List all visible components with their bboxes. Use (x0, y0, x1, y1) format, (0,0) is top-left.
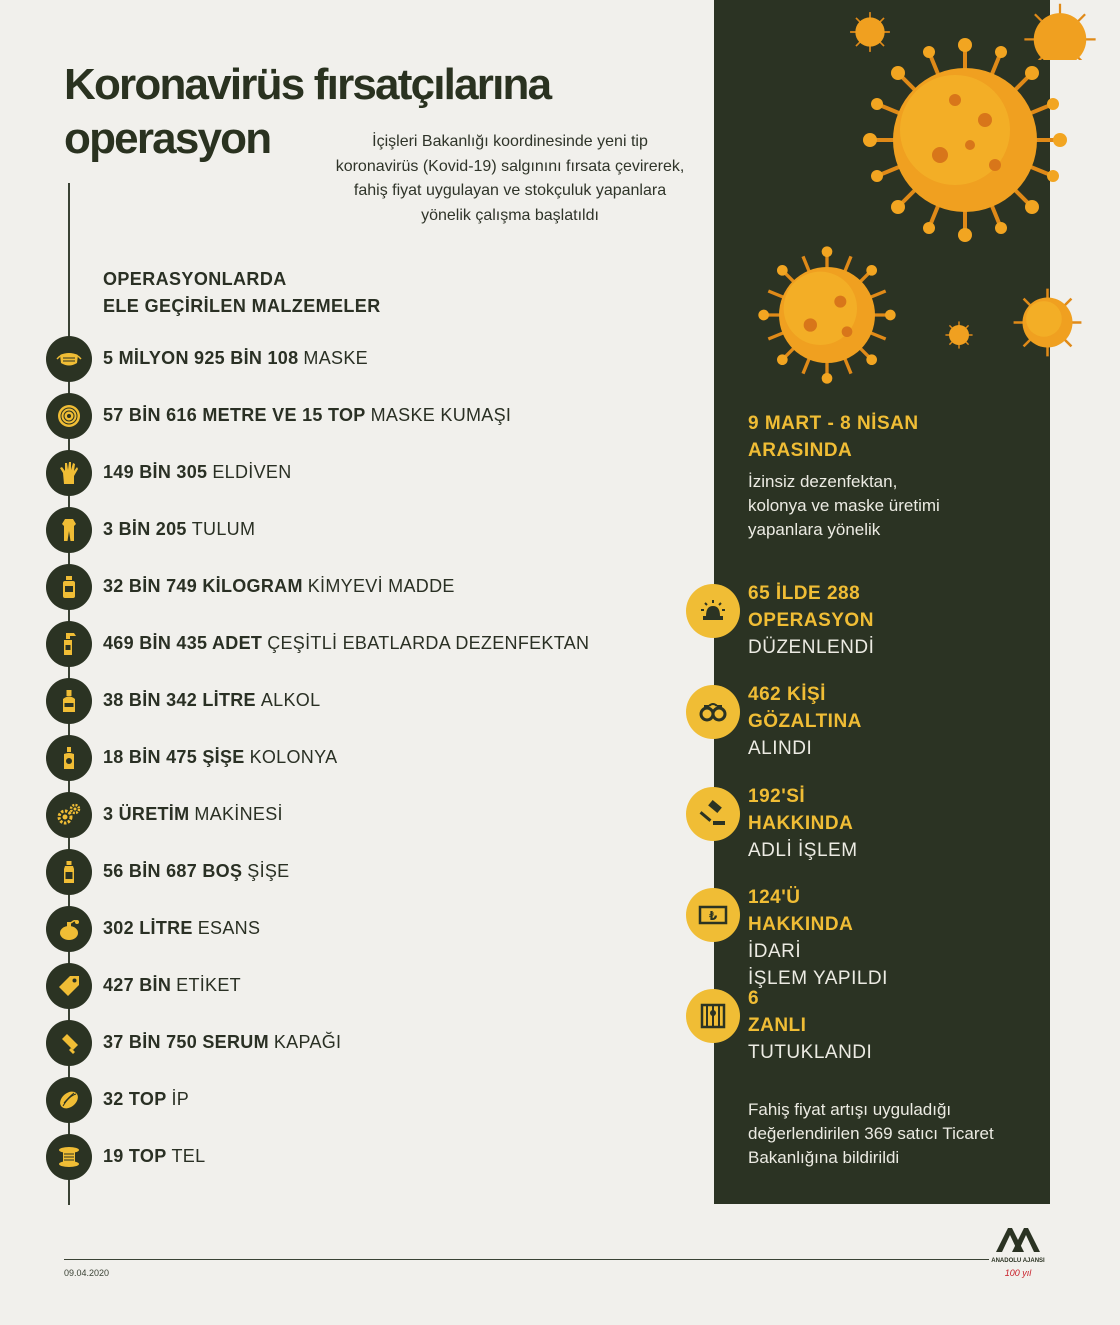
anadolu-agency-logo (978, 1220, 1058, 1290)
item-label: MAKİNESİ (194, 804, 283, 824)
item-label: TULUM (191, 519, 256, 539)
item-label: ESANS (197, 918, 261, 938)
virus-illustration-small (848, 10, 892, 54)
perfume-icon (46, 906, 92, 952)
item-amount: 32 TOP (103, 1089, 167, 1109)
stat-value: 192'Sİ (748, 786, 806, 807)
description-line-1: İzinsiz dezenfektan, (748, 472, 898, 491)
virus-illustration-corner (1020, 0, 1100, 60)
item-amount: 469 BİN 435 ADET (103, 633, 263, 653)
list-item (46, 391, 686, 448)
list-item (46, 904, 686, 961)
list-item (46, 334, 686, 391)
section-heading-line-2: ELE GEÇİRİLEN MALZEMELER (103, 296, 381, 316)
stat-keyword: GÖZALTINA (748, 711, 862, 732)
list-item (46, 1132, 686, 1189)
stat-judicial (686, 783, 1046, 873)
publish-date: 09.04.2020 (64, 1268, 110, 1278)
intro-text: İçişleri Bakanlığı koordinesinde yeni tip koronavirüs (Kovid-19) salgınını fırsata çevirerek, fahiş fiyat uygulayan ve stokçuluk yapanlara yönelik çalışma başlatıldı (335, 133, 685, 224)
item-amount: 302 LİTRE (103, 918, 193, 938)
stat-administrative (686, 884, 1046, 989)
coverall-icon (46, 507, 92, 553)
mask-icon (46, 336, 92, 382)
logo-subtext: 100 yıl (1004, 1268, 1032, 1278)
virus-illustration-right (1010, 285, 1085, 360)
empty-bottle-icon (46, 849, 92, 895)
date-range-line-2: ARASINDA (748, 440, 853, 461)
stat-keyword-suffix: İDARİ (748, 941, 802, 962)
footer-divider (64, 1259, 989, 1260)
virus-illustration-tiny (944, 320, 974, 350)
logo-text: ANADOLU AJANSI (991, 1258, 1045, 1264)
description-line-2: kolonya ve maske üretimi (748, 496, 940, 515)
stat-label: DÜZENLENDİ (748, 637, 875, 658)
siren-icon (686, 584, 740, 638)
stat-operations (686, 580, 1046, 670)
date-range-heading (748, 410, 919, 464)
list-item (46, 1018, 686, 1075)
date-range-description (748, 470, 940, 542)
serum-cap-icon (46, 1020, 92, 1066)
wire-spool-icon (46, 1134, 92, 1180)
item-label: ELDİVEN (212, 462, 292, 482)
stat-keyword: HAKKINDA (748, 914, 854, 935)
item-amount: 32 BİN 749 KİLOGRAM (103, 576, 303, 596)
tag-icon (46, 963, 92, 1009)
list-item (46, 1075, 686, 1132)
list-item (46, 619, 686, 676)
item-label: ALKOL (260, 690, 321, 710)
item-amount: 56 BİN 687 BOŞ (103, 861, 243, 881)
alcohol-bottle-icon (46, 678, 92, 724)
item-amount: 3 BİN 205 (103, 519, 187, 539)
title-line-2: operasyon (64, 114, 271, 163)
item-amount: 18 BİN 475 ŞİŞE (103, 747, 245, 767)
seized-items-list (46, 334, 686, 1189)
stat-label: ADLİ İŞLEM (748, 840, 858, 861)
item-amount: 5 MİLYON 925 BİN 108 (103, 348, 299, 368)
list-item (46, 733, 686, 790)
gears-icon (46, 792, 92, 838)
svg-text:₺: ₺ (708, 909, 718, 923)
gavel-icon (686, 787, 740, 841)
jail-icon (686, 989, 740, 1043)
list-item (46, 448, 686, 505)
stat-arrests (686, 985, 1046, 1075)
stat-detentions (686, 681, 1046, 771)
stat-value: 6 (748, 988, 760, 1009)
section-heading (103, 266, 381, 320)
item-label: KOLONYA (249, 747, 338, 767)
stat-value: 462 KİŞİ (748, 684, 826, 705)
list-item (46, 961, 686, 1018)
stat-label: İŞLEM YAPILDI (748, 968, 888, 989)
footnote-line-3: Bakanlığına bildirildi (748, 1148, 900, 1167)
section-heading-line-1: OPERASYONLARDA (103, 269, 287, 289)
footnote-line-1: Fahiş fiyat artışı uyguladığı (748, 1100, 952, 1119)
item-label: MASKE (303, 348, 368, 368)
handcuffs-icon (686, 685, 740, 739)
list-item (46, 847, 686, 904)
item-amount: 3 ÜRETİM (103, 804, 190, 824)
spray-bottle-icon (46, 621, 92, 667)
item-label: MASKE KUMAŞI (370, 405, 512, 425)
virus-illustration-medium (757, 245, 897, 385)
virus-illustration-large (860, 35, 1070, 245)
footnote-line-2: değerlendirilen 369 satıcı Ticaret (748, 1124, 994, 1143)
item-label: TEL (171, 1146, 206, 1166)
stat-label: TUTUKLANDI (748, 1042, 873, 1063)
item-label: KİMYEVİ MADDE (307, 576, 455, 596)
panel-footnote (748, 1098, 994, 1170)
description-line-3: yapanlara yönelik (748, 520, 881, 539)
list-item (46, 790, 686, 847)
cologne-bottle-icon (46, 735, 92, 781)
stat-value: 65 İLDE 288 (748, 583, 861, 604)
item-amount: 37 BİN 750 SERUM (103, 1032, 269, 1052)
list-item (46, 562, 686, 619)
list-item (46, 676, 686, 733)
item-label: ŞİŞE (247, 861, 290, 881)
item-label: ETİKET (176, 975, 241, 995)
item-amount: 427 BİN (103, 975, 172, 995)
item-label: KAPAĞI (273, 1032, 342, 1052)
list-item (46, 505, 686, 562)
item-amount: 19 TOP (103, 1146, 167, 1166)
title-line-1: Koronavirüs fırsatçılarına (64, 60, 551, 109)
stat-label: ALINDI (748, 738, 813, 759)
item-amount: 57 BİN 616 METRE VE 15 TOP (103, 405, 366, 425)
date-range-line-1: 9 MART - 8 NİSAN (748, 413, 919, 434)
glove-icon (46, 450, 92, 496)
fabric-roll-icon (46, 393, 92, 439)
lira-banknote-icon (686, 888, 740, 942)
item-amount: 149 BİN 305 (103, 462, 208, 482)
stat-keyword: OPERASYON (748, 610, 874, 631)
item-label: İP (171, 1089, 190, 1109)
chemical-bottle-icon (46, 564, 92, 610)
stat-keyword: HAKKINDA (748, 813, 854, 834)
item-amount: 38 BİN 342 LİTRE (103, 690, 256, 710)
stat-value: 124'Ü (748, 887, 801, 908)
stat-keyword: ZANLI (748, 1015, 807, 1036)
item-label: ÇEŞİTLİ EBATLARDA DEZENFEKTAN (267, 633, 590, 653)
thread-spool-icon (46, 1077, 92, 1123)
